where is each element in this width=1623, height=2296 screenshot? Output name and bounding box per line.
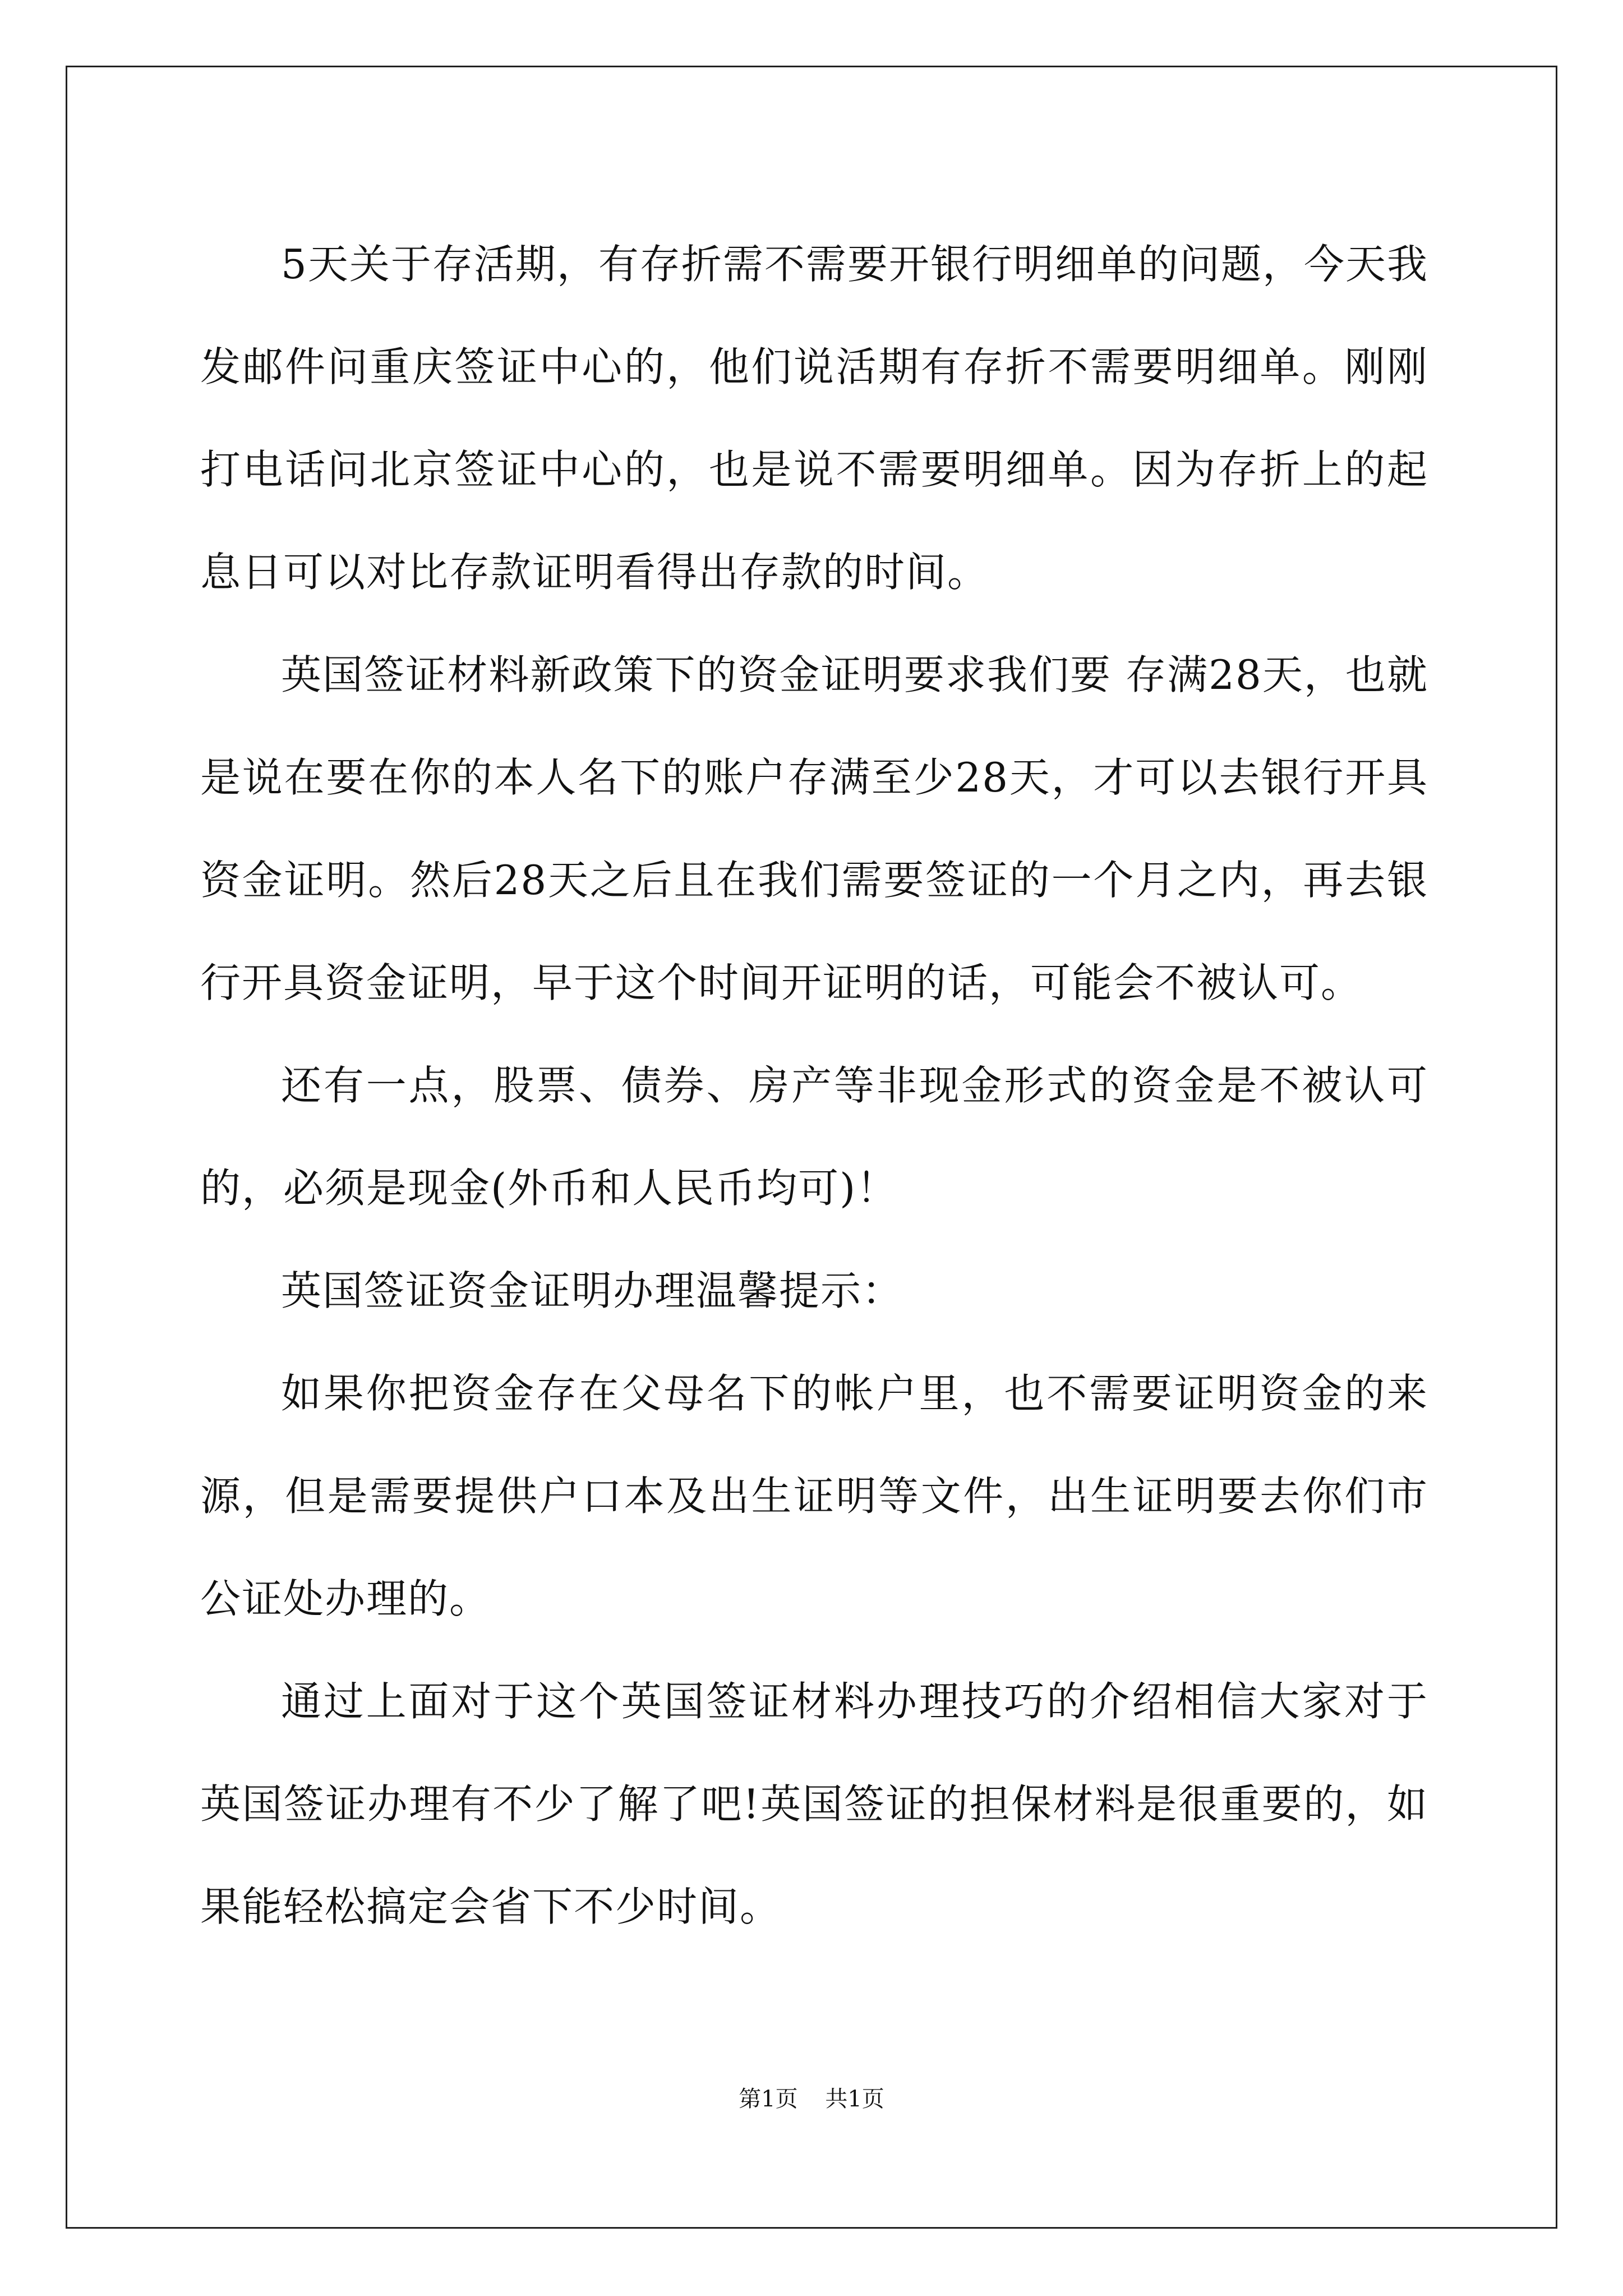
- paragraph: 通过上面对于这个英国签证材料办理技巧的介绍相信大家对于英国签证办理有不少了解了吧!英国签证的担保材料是很重要的，如果能轻松搞定会省下不少时间。: [200, 1678, 1428, 1930]
- page-footer: [0, 2081, 1623, 2113]
- paragraph: 英国签证材料新政策下的资金证明要求我们要 存满28天，也就是说在要在你的本人名下的账户存满至少28天，才可以去银行开具资金证明。然后28天之后且在我们需要签证的一个月之内，再去银行开具资金证明，早于这个时间开证明的话，可能会不被认可。: [200, 651, 1428, 1006]
- paragraph: 如果你把资金存在父母名下的帐户里，也不需要证明资金的来源，但是需要提供户口本及出生证明等文件，出生证明要去你们市公证处办理的。: [200, 1370, 1428, 1622]
- paragraph: 5天关于存活期，有存折需不需要开银行明细单的问题，今天我发邮件问重庆签证中心的，他们说活期有存折不需要明细单。刚刚打电话问北京签证中心的，也是说不需要明细单。因为存折上的起息日可以对比存款证明看得出存款的时间。: [200, 241, 1428, 596]
- page-number: 第1页: [739, 2086, 798, 2112]
- document-body: [200, 213, 1428, 1958]
- paragraph: 还有一点，股票、债券、房产等非现金形式的资金是不被认可的，必须是现金(外币和人民币均可)！: [200, 1062, 1428, 1212]
- page-total: 共1页: [825, 2086, 884, 2112]
- paragraph: 英国签证资金证明办理温馨提示：: [281, 1267, 904, 1314]
